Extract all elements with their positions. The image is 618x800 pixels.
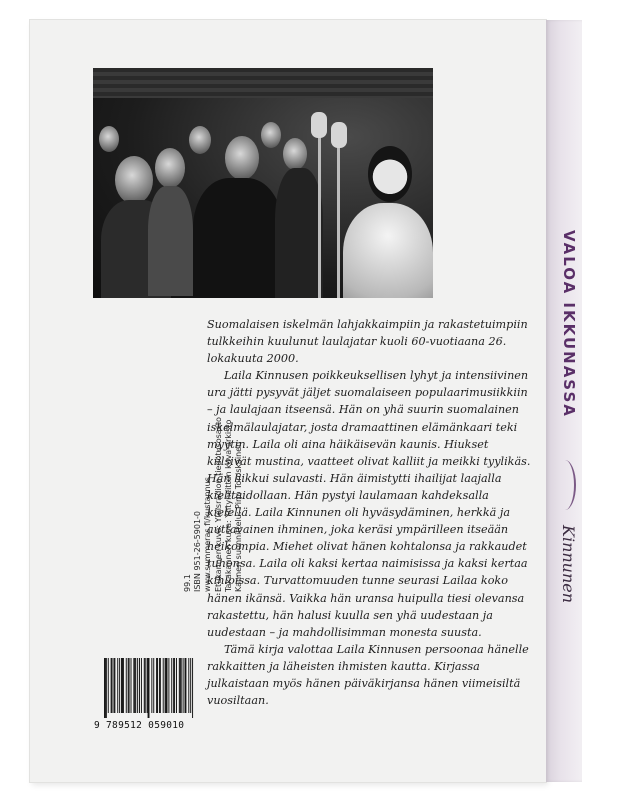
barcode-bar xyxy=(157,658,158,713)
barcode-bar xyxy=(183,658,184,713)
barcode-bar xyxy=(141,658,142,713)
barcode-bar xyxy=(129,658,130,713)
barcode-bar xyxy=(171,658,172,713)
credits-line: Takakannen kuva: Yhtyneitten kuva-arkisto xyxy=(223,419,233,592)
barcode-bars xyxy=(104,658,194,718)
publication-credits xyxy=(183,417,243,592)
singer-head xyxy=(368,146,412,202)
barcode-bar xyxy=(113,658,114,713)
singer-figure xyxy=(343,203,433,298)
barcode-bar xyxy=(185,658,186,713)
barcode-bar xyxy=(181,658,182,713)
credits-line: Etukannen kuva: Yleisradion tiedotusosasto xyxy=(213,417,223,592)
barcode-bar xyxy=(126,658,127,713)
blurb-paragraph: Suomalaisen iskelmän lahjakkaimpiin ja rakastetuimpiin tulkkeihin kuulunut laulajatar kuoli 60-vuotiaana 26. lokakuuta 2000. xyxy=(207,318,528,366)
barcode-bar xyxy=(145,658,146,713)
barcode-bar xyxy=(159,658,160,713)
cover-photo xyxy=(93,68,433,298)
barcode-bar xyxy=(148,658,149,718)
microphone xyxy=(311,112,327,138)
spine-title: VALOA IKKUNASSA xyxy=(560,230,578,418)
isbn-line: ISBN 951-26-5901-0 xyxy=(193,510,203,592)
barcode-bar xyxy=(173,658,174,713)
barcode-bar xyxy=(135,658,136,713)
barcode-bar xyxy=(133,658,134,713)
barcode-bar xyxy=(165,658,166,713)
barcode-bar xyxy=(114,658,115,713)
book-spine xyxy=(546,20,582,782)
barcode-bar xyxy=(147,658,148,713)
isbn-barcode xyxy=(94,658,194,732)
barcode-bar xyxy=(179,658,180,713)
credits-line: www.summeras.fi/kustannus xyxy=(203,477,213,592)
barcode-bar xyxy=(185,658,186,713)
barcode-bar xyxy=(112,658,113,713)
photo-crowd xyxy=(93,108,333,298)
barcode-bar xyxy=(188,658,189,713)
barcode-bar xyxy=(153,658,154,713)
blurb-paragraph: Laila Kinnusen poikkeuksellisen lyhyt ja intensiivinen ura jätti pysyvät jäljet suomalaiseen populaarimusiikkiin – ja laulajaan itseensä. Hän on yhä suurin suomalainen iskelmälaulajatar, josta dramaattinen elämänkaari teki myytin. Laila oli aina häikäisevän kaunis. Hiukset kiilsivät mustina, vaatteet olivat kalliit ja meikki tyylikäs. Hän liikkui sulavasti. Hän äimistytti ihailijat laajalla kielitaidollaan. Hän pystyi laulamaan kahdeksalla kielellä. Laila Kinnunen oli hyväsydäminen, herkkä ja auttavainen ihminen, joka keräsi ympärilleen itseään heikompia. Miehet olivat hänen kohtalonsa ja rakkaudet tuhonsa. Laila oli kaksi kertaa naimisissa ja kaksi kertaa kihloissa. Turvattomuuden tunne seurasi Lailaa koko hänen ikänsä. Vaikka hän uransa huipulla tiesi olevansa rakastettu, hän halusi kuulla sen yhä uudestaan ja uudestaan – ja mahdollisimman monesta suusta. xyxy=(207,369,531,639)
barcode-bar xyxy=(144,658,145,713)
barcode-bar xyxy=(104,658,105,718)
spine-author: Kinnunen xyxy=(559,525,578,604)
blurb-paragraph: Tämä kirja valottaa Laila Kinnusen persoonaa hänelle rakkaitten ja läheisten ihmisten kautta. Kirjassa julkaistaan myös hänen päiväkirjansa hänen viimeisiltä vuosiltaan. xyxy=(207,642,529,708)
barcode-bar xyxy=(190,658,191,713)
barcode-bar xyxy=(168,658,169,713)
barcode-bar xyxy=(180,658,181,713)
barcode-bar xyxy=(163,658,164,713)
barcode-bar xyxy=(167,658,168,713)
microphone-stand xyxy=(318,118,321,298)
barcode-bar xyxy=(166,658,167,713)
barcode-bar xyxy=(174,658,175,713)
barcode-bar xyxy=(176,658,177,713)
barcode-bar xyxy=(106,658,107,718)
microphone xyxy=(331,122,347,148)
barcode-bar xyxy=(108,658,109,713)
credits-line: Kannen suunnittelu: Pirjo Toroskainen xyxy=(233,441,243,592)
barcode-bar xyxy=(139,658,140,713)
spine-swash-decoration xyxy=(554,460,576,510)
back-cover-blurb xyxy=(207,316,532,709)
barcode-bar xyxy=(119,658,120,713)
barcode-bar xyxy=(111,658,112,713)
barcode-bar xyxy=(131,658,132,713)
photo-ceiling xyxy=(93,68,433,98)
barcode-bar xyxy=(149,658,150,718)
barcode-bar xyxy=(128,658,129,713)
barcode-bar xyxy=(151,658,152,713)
barcode-bar xyxy=(121,658,122,713)
credits-line: 99.1 xyxy=(183,574,192,592)
barcode-bar xyxy=(137,658,138,713)
barcode-bar xyxy=(105,658,106,718)
barcode-bar xyxy=(134,658,135,713)
barcode-bar xyxy=(117,658,118,713)
barcode-bar xyxy=(160,658,161,713)
barcode-digits: 9 789512 059010 xyxy=(94,720,185,731)
barcode-bar xyxy=(123,658,124,713)
barcode-bar xyxy=(122,658,123,713)
barcode-bar xyxy=(156,658,157,713)
barcode-bar xyxy=(192,658,193,718)
microphone-stand xyxy=(337,128,340,298)
